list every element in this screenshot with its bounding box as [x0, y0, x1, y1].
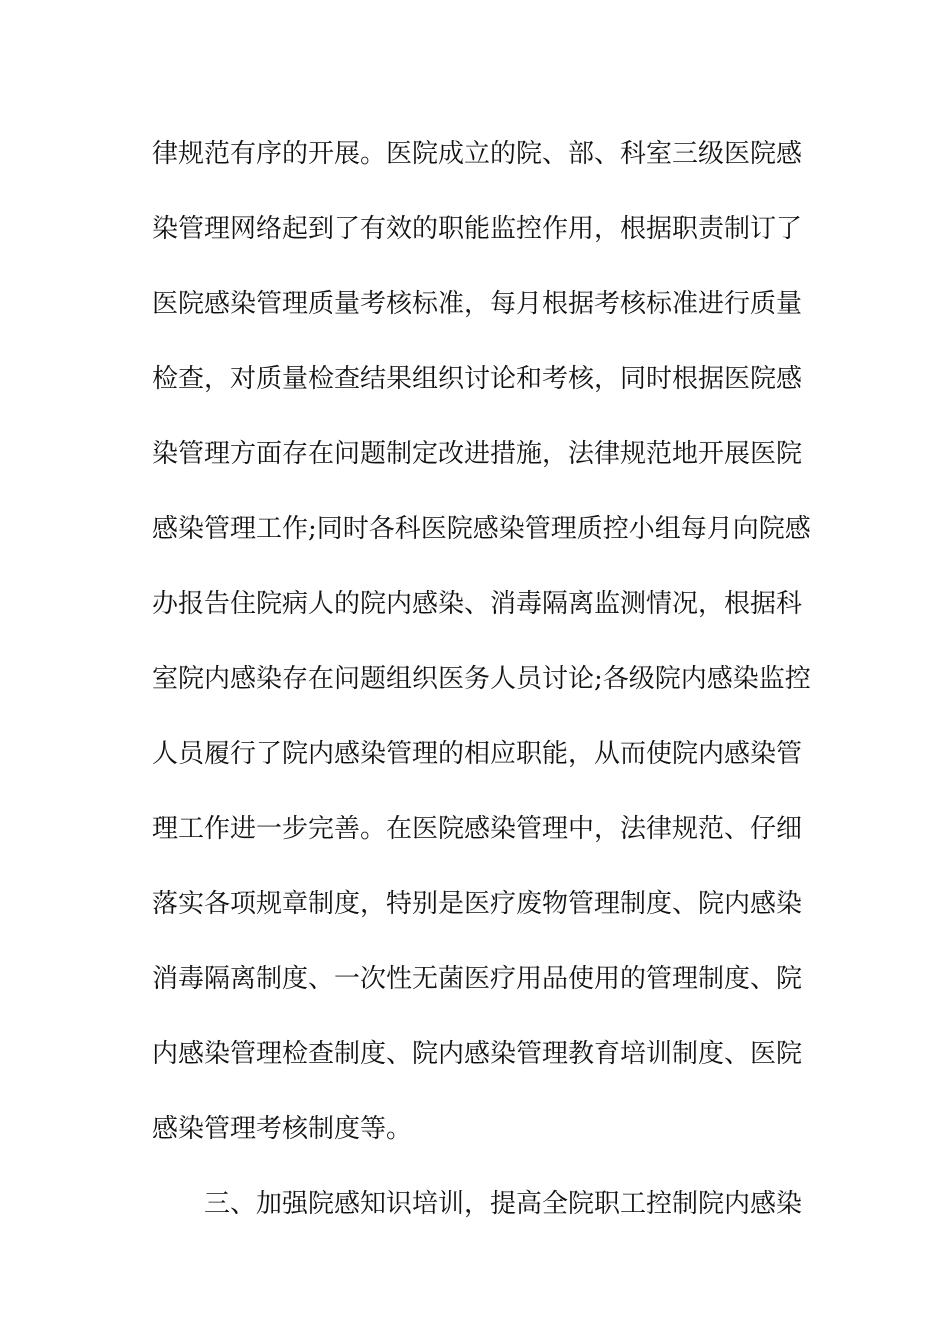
text-line: 染管理方面存在问题制定改进措施，法律规范地开展医院	[152, 439, 803, 469]
text-line: 感染管理考核制度等。	[152, 1114, 413, 1144]
section-heading-line: 三、加强院感知识培训，提高全院职工控制院内感染	[204, 1189, 803, 1219]
text-line: 感染管理工作;同时各科医院感染管理质控小组每月向院感	[152, 514, 811, 544]
text-line: 内感染管理检查制度、院内感染管理教育培训制度、医院	[152, 1039, 803, 1069]
text-line: 人员履行了院内感染管理的相应职能，从而使院内感染管	[152, 739, 803, 769]
text-line: 理工作进一步完善。在医院感染管理中，法律规范、仔细	[152, 814, 803, 844]
text-line: 消毒隔离制度、一次性无菌医疗用品使用的管理制度、院	[152, 964, 803, 994]
text-line: 染管理网络起到了有效的职能监控作用，根据职责制订了	[152, 214, 803, 244]
text-line: 落实各项规章制度，特别是医疗废物管理制度、院内感染	[152, 889, 803, 919]
text-line: 室院内感染存在问题组织医务人员讨论;各级院内感染监控	[152, 664, 811, 694]
text-line: 检查，对质量检查结果组织讨论和考核，同时根据医院感	[152, 364, 803, 394]
body-text	[152, 130, 812, 1255]
text-line: 办报告住院病人的院内感染、消毒隔离监测情况，根据科	[152, 589, 803, 619]
text-line: 医院感染管理质量考核标准，每月根据考核标准进行质量	[152, 289, 803, 319]
text-line: 律规范有序的开展。医院成立的院、部、科室三级医院感	[152, 139, 803, 169]
